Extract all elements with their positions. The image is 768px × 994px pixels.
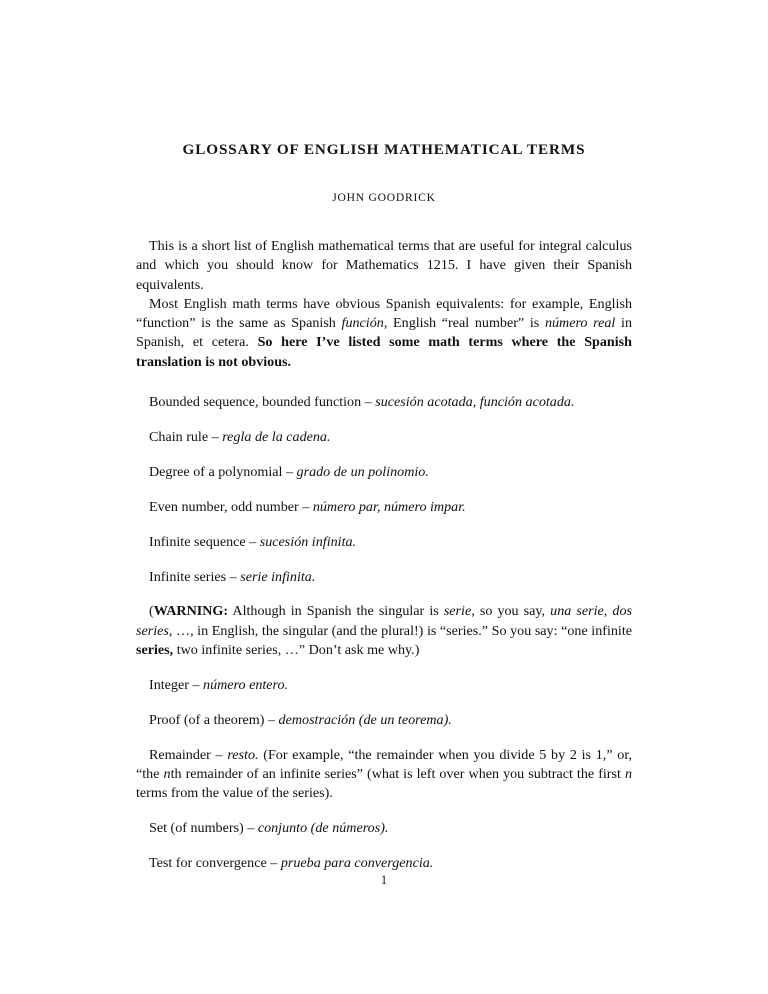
text-run: This is a short list of English mathematical terms that are useful for integral calculus and which you should know for Mathematics 1215. I have given their Spanish equivalents. bbox=[136, 238, 632, 293]
text-run: Infinite series – bbox=[149, 568, 241, 585]
text-run: (For example, “the remainder when you divide 5 by 2 is 1,” or, “the bbox=[136, 746, 632, 782]
text-run: two infinite series, …” Don’t ask me why.) bbox=[173, 642, 420, 659]
text-run: Although in Spanish the singular is bbox=[228, 603, 444, 620]
warning-note bbox=[136, 602, 632, 660]
glossary-entry bbox=[136, 819, 632, 838]
bold-run: series, bbox=[136, 642, 174, 659]
italic-run: una serie, dos series, bbox=[136, 603, 632, 639]
text-run: , English “real number” is bbox=[383, 315, 545, 332]
text-run: Chain rule – bbox=[149, 428, 223, 445]
italic-run: sucesión infinita. bbox=[259, 533, 357, 550]
text-run: ( bbox=[149, 603, 154, 620]
italic-run: n bbox=[624, 765, 632, 782]
text-run: …, in English, the singular (and the plural!) is “series.” So you say: “one infinite bbox=[172, 622, 632, 639]
text-run: Proof (of a theorem) – bbox=[149, 711, 279, 728]
glossary-entry bbox=[136, 463, 632, 482]
text-run: Degree of a polynomial – bbox=[149, 463, 297, 480]
text-run: Bounded sequence, bounded function – bbox=[149, 394, 376, 411]
text-run: Integer – bbox=[149, 676, 204, 693]
intro-paragraph-2 bbox=[136, 295, 632, 372]
page-number: 1 bbox=[380, 873, 388, 887]
italic-run: resto. bbox=[227, 746, 259, 763]
glossary-entry bbox=[136, 711, 632, 730]
italic-run: serie bbox=[443, 603, 472, 620]
text-run: Most English math terms have obvious Spanish equivalents: for example, English “function” is the same as Spanish bbox=[136, 295, 632, 332]
italic-run: conjunto (de números). bbox=[257, 820, 389, 837]
glossary-list bbox=[136, 393, 632, 873]
glossary-entry-remainder bbox=[136, 746, 632, 804]
text-run: Set (of numbers) – bbox=[149, 820, 258, 837]
italic-run: prueba para convergencia. bbox=[280, 855, 434, 872]
italic-run: serie infinita. bbox=[240, 568, 316, 585]
italic-run: sucesión acotada, función acotada. bbox=[375, 394, 575, 411]
text-run: Infinite sequence – bbox=[149, 533, 260, 550]
intro-paragraph-1 bbox=[136, 237, 632, 295]
text-run: in Spanish, et cetera. bbox=[136, 315, 632, 351]
glossary-entry bbox=[136, 428, 632, 447]
document-content bbox=[136, 140, 632, 873]
italic-run: número real bbox=[544, 315, 616, 332]
text-run: th remainder of an infinite series” (what is left over when you subtract the first bbox=[170, 765, 625, 782]
italic-run: número entero. bbox=[203, 676, 289, 693]
italic-run: demostración (de un teorema). bbox=[278, 711, 452, 728]
italic-run: n bbox=[163, 765, 171, 782]
glossary-entry bbox=[136, 676, 632, 695]
glossary-entry bbox=[136, 498, 632, 517]
glossary-entry bbox=[136, 533, 632, 552]
text-run: Even number, odd number – bbox=[149, 498, 313, 515]
author-byline: JOHN GOODRICK bbox=[332, 191, 436, 204]
text-run: , so you say, bbox=[471, 603, 551, 620]
italic-run: número par, número impar. bbox=[312, 498, 466, 515]
italic-run: grado de un polinomio. bbox=[296, 463, 429, 480]
bold-run: WARNING: bbox=[153, 603, 229, 620]
text-run: Remainder – bbox=[149, 746, 228, 763]
text-run: Test for convergence – bbox=[149, 855, 281, 872]
text-run: terms from the value of the series). bbox=[136, 785, 333, 802]
italic-run: función bbox=[341, 315, 384, 332]
glossary-entry bbox=[136, 854, 632, 873]
bold-run: So here I’ve listed some math terms where the Spanish translation is not obvious. bbox=[136, 334, 632, 370]
glossary-entry bbox=[136, 568, 632, 587]
italic-run: regla de la cadena. bbox=[222, 428, 331, 445]
page-title: GLOSSARY OF ENGLISH MATHEMATICAL TERMS bbox=[182, 141, 586, 158]
glossary-entry bbox=[136, 393, 632, 412]
